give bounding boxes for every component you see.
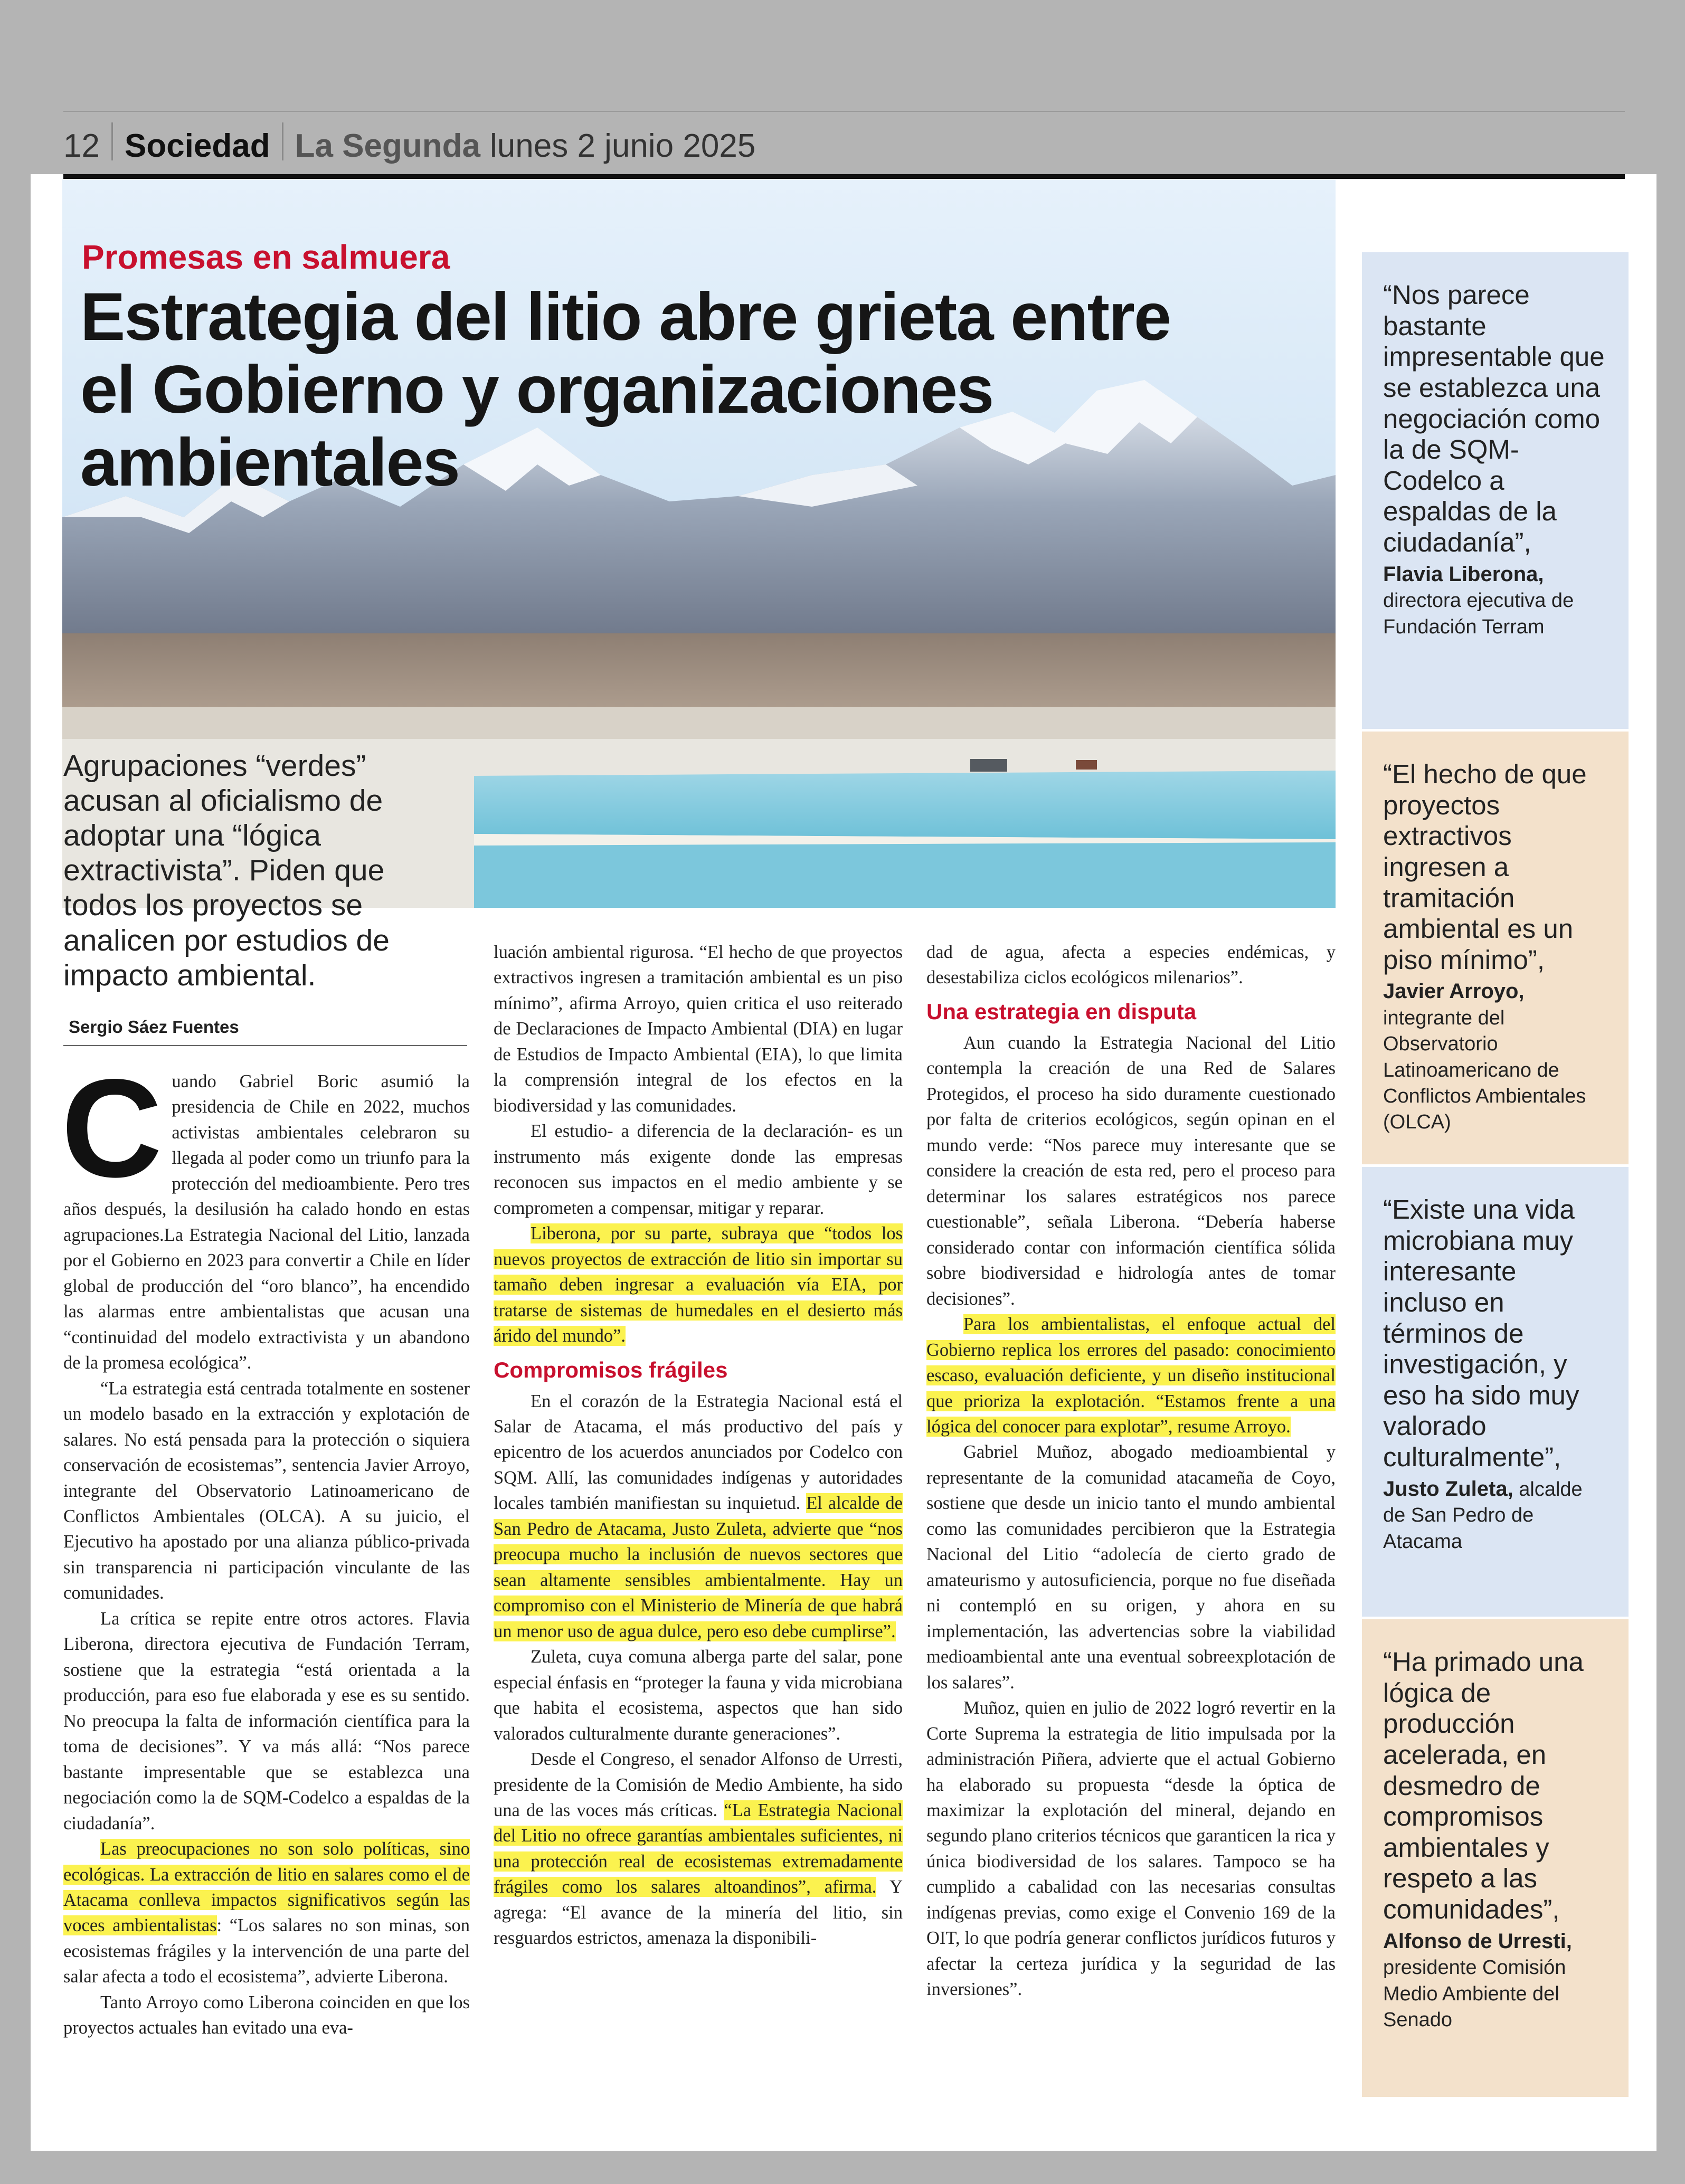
article-paragraph: Gabriel Muñoz, abogado medioambiental y representante de la comunidad atacameña de Coyo, sostiene que desde un inicio tanto el mundo ambiental como las comunidades percibieron que la Estrategia Nacional del Litio “adolecía de cierto grado de amateurismo y autosuficiencia, porque no fue diseñada ni contempló en su origen, y ahora en su implementación, las advertencias sobre la viabilidad medioambiental ante una eventual sobreexplotación de los salares”. <box>926 1442 1336 1693</box>
paragraph-text: Y agrega: “El avance de la minería del litio, sin resguardos estrictos, amenaza la disponibili- <box>494 1877 903 1949</box>
page-number: 12 <box>63 128 100 164</box>
article-paragraph: “La estrategia está centrada totalmente en sostener un modelo basado en la extracción y explotación de salares. No está pensada para la protección o siquiera conservación de ecosistemas”, sentencia Javier Arroyo, integrante del Observatorio Latinoamericano de Conflictos Ambientales (OLCA). A su juicio, el Ejecutivo ha apostado por una alianza público-privada sin transparencia ni participación vinculante de las comunidades. <box>63 1378 470 1603</box>
quote-role: integrante del Observatorio Latinoamericano de Conflictos Ambientales (OLCA) <box>1383 1006 1586 1134</box>
article-summary: Agrupaciones “verdes” acusan al oficialismo de adoptar una “lógica extractivista”. Piden que todos los proyectos se analicen por estudios de impacto ambiental. <box>63 749 390 992</box>
folio-top-rule <box>63 111 1625 112</box>
quote-text: “El hecho de que proyectos extractivos ingresen a tramitación ambiental es un piso mínimo”, <box>1383 759 1587 975</box>
paragraph-text: Desde el Congreso, el senador Alfonso de Urresti, presidente de la Comisión de Medio Ambiente, ha sido una de las voces más críticas. <box>494 1749 903 1820</box>
quote-speaker: Justo Zuleta, <box>1383 1477 1513 1501</box>
folio-divider <box>111 122 113 160</box>
section-name: Sociedad <box>124 128 270 164</box>
quote-text: “Nos parece bastante impresentable que se establezca una negociación como la de SQM-Codelco a espaldas de la ciudadanía”, <box>1383 280 1605 558</box>
issue-date: lunes 2 junio 2025 <box>490 128 756 164</box>
quote-attribution <box>1383 1927 1607 2034</box>
article-paragraph <box>63 1836 470 1990</box>
article-paragraph: luación ambiental rigurosa. “El hecho de que proyectos extractivos ingresen a tramitación ambiental es un piso mínimo”, afirma Arroyo, quien critica el uso reiterado de Declaraciones de Impacto Ambiental (DIA) en lugar de Estudios de Impacto Ambiental (EIA), lo que limita la comprensión integral de los efectos en la biodiversidad y las comunidades. <box>494 942 903 1116</box>
headline-kicker: Promesas en salmuera <box>82 238 450 276</box>
pull-quote-arroyo <box>1362 732 1629 1164</box>
article-paragraph: Muñoz, quien en julio de 2022 logró revertir en la Corte Suprema la estrategia de litio impulsada por la administración Piñera, advierte que el actual Gobierno ha elaborado su propuesta “desde la óptica de maximizar la explotación del mineral, dejando en segundo plano criterios técnicos que garanticen la rica y única biodiversidad de los salares. Tampoco se ha cumplido a cabalidad con las necesarias consultas indígenas previas, como exige el Convenio 169 de la OIT, lo que podría generar conflictos jurídicos futuros y afectar la certeza jurídica y la seguridad de las inversiones”. <box>926 1698 1336 2000</box>
headline: Estrategia del litio abre grieta entre el Gobierno y organizaciones ambientales <box>80 279 1171 501</box>
article-column-1 <box>61 1050 470 2041</box>
quote-text: “Existe una vida microbiana muy interesante incluso en términos de investigación, y eso ha sido muy valorado culturalmente”, <box>1383 1194 1579 1473</box>
article-paragraph: Zuleta, cuya comuna alberga parte del salar, pone especial énfasis en “proteger la fauna y vida microbiana que habita el ecosistema, aspectos que han sido valorados culturalmente durante generaciones”. <box>494 1647 903 1744</box>
paragraph-text: En el corazón de la Estrategia Nacional está el Salar de Atacama, el más productivo del país y epicentro de los acuerdos anunciados por Codelco con SQM. Allí, las comunidades indígenas y autoridades locales también manifiestan su inquietud. <box>494 1391 903 1514</box>
pull-quote-liberona <box>1362 252 1629 729</box>
article-paragraph: Tanto Arroyo como Liberona coinciden en que los proyectos actuales han evitado una eva- <box>63 1992 470 2038</box>
quote-role: directora ejecutiva de Fundación Terram <box>1383 590 1574 638</box>
article-paragraph <box>926 1312 1336 1439</box>
highlighted-text: Liberona, por su parte, subraya que “todos los nuevos proyectos de extracción de litio sin importar su tamaño deben ingresar a evaluación vía EIA, por tratarse de sistemas de humedales en el desierto más árido del mundo”. <box>494 1223 903 1346</box>
quote-speaker: Flavia Liberona, <box>1383 562 1544 586</box>
subheading: Una estrategia en disputa <box>926 999 1197 1024</box>
quote-speaker: Alfonso de Urresti, <box>1383 1929 1572 1953</box>
byline: Sergio Sáez Fuentes <box>69 1017 239 1037</box>
highlighted-text: Las preocupaciones no son solo políticas, sino ecológicas. La extracción de litio en salares como el de Atacama conlleva impactos significativos según las voces ambientalistas <box>63 1839 470 1936</box>
paragraph-text: uando Gabriel Boric asumió la presidencia de Chile en 2022, muchos activistas ambientales celebraron su llegada al poder como un triunfo para la protección del medioambiente. Pero tres años después, la desilusión ha calado hondo en estas agrupaciones.La Estrategia Nacional del Litio, lanzada por el Gobierno en 2023 para convertir a Chile en líder global de producción del “oro blanco”, ha encendido las alarmas entre ambientalistas que acusan una “continuidad del modelo extractivista y un abandono de la promesa ecológica”. <box>63 1071 470 1373</box>
article-column-2 <box>494 939 903 1951</box>
paragraph-text: : “Los salares no son minas, son ecosistemas frágiles y la intervención de una parte del salar afecta a todo el ecosistema”, advierte Liberona. <box>63 1915 470 1987</box>
article-column-3 <box>926 939 1336 2002</box>
quote-attribution <box>1383 1475 1607 1555</box>
subheading: Compromisos frágiles <box>494 1357 728 1382</box>
highlighted-text: El alcalde de San Pedro de Atacama, Justo Zuleta, advierte que “nos preocupa mucho la inclusión de nuevos sectores que sean altamente sensibles ambientalmente. Hay un compromiso con el Ministerio de Minería de que habrá un menor uso de agua dulce, pero eso debe cumplirse”. <box>494 1493 903 1641</box>
quote-text: “Ha primado una lógica de producción acelerada, en desmedro de compromisos ambientales y respeto a las comunidades”, <box>1383 1647 1584 1925</box>
article-paragraph: Aun cuando la Estrategia Nacional del Litio contempla la creación de una Red de Salares Protegidos, el proceso ha sido duramente cuestionado por falta de criterios ecológicos, según opinan en el mundo verde: “Nos parece muy interesante que se considere la creación de esta red, pero el proceso para determinar los salares estratégicos nos parece cuestionable”, señala Liberona. “Debería haberse considerado contar con información científica sólida sobre biodiversidad e hidrología antes de tomar decisiones”. <box>926 1032 1336 1309</box>
pull-quote-zuleta <box>1362 1167 1629 1617</box>
article-paragraph <box>61 1050 470 1376</box>
quote-attribution <box>1383 561 1607 640</box>
byline-rule <box>63 1045 467 1046</box>
highlighted-text: “La Estrategia Nacional del Litio no ofrece garantías ambientales suficientes, ni una protección real de ecosistemas extremadamente frágiles como los salares altoandinos”, afirma. <box>494 1800 903 1897</box>
drop-cap: C <box>61 1050 163 1207</box>
quote-role: alcalde de San Pedro de Atacama <box>1383 1478 1583 1553</box>
folio <box>63 115 755 163</box>
folio-divider <box>282 122 283 160</box>
article-paragraph <box>494 1221 903 1349</box>
pull-quote-urresti <box>1362 1619 1629 2097</box>
article-paragraph: El estudio- a diferencia de la declaración- es un instrumento más exigente donde las empresas reconocen sus impactos en el medio ambiente y se comprometen a compensar, mitigar y reparar. <box>494 1121 903 1218</box>
article-paragraph: dad de agua, afecta a especies endémicas, y desestabiliza ciclos ecológicos milenarios”. <box>926 942 1336 988</box>
quote-speaker: Javier Arroyo, <box>1383 980 1525 1003</box>
article-paragraph: La crítica se repite entre otros actores. Flavia Liberona, directora ejecutiva de Fundación Terram, sostiene que la estrategia “está orientada a la producción, para eso fue elaborada y ese es su sentido. No preocupa la falta de información científica para la toma de decisiones”. Y va más allá: “Nos parece bastante impresentable que se establezca una negociación como la de SQM-Codelco a espaldas de la ciudadanía”. <box>63 1608 470 1834</box>
quote-role: presidente Comisión Medio Ambiente del Senado <box>1383 1957 1566 2031</box>
article-paragraph <box>494 1389 903 1645</box>
highlighted-text: Para los ambientalistas, el enfoque actual del Gobierno replica los errores del pasado: conocimiento escaso, evaluación deficiente, y un diseño institucional que prioriza la explotación. “Estamos frente a una lógica del conocer para explotar”, resume Arroyo. <box>926 1314 1336 1437</box>
article-paragraph <box>494 1746 903 1951</box>
quote-attribution <box>1383 977 1607 1135</box>
newspaper-name: La Segunda <box>295 128 480 164</box>
header-rule <box>63 174 1625 179</box>
